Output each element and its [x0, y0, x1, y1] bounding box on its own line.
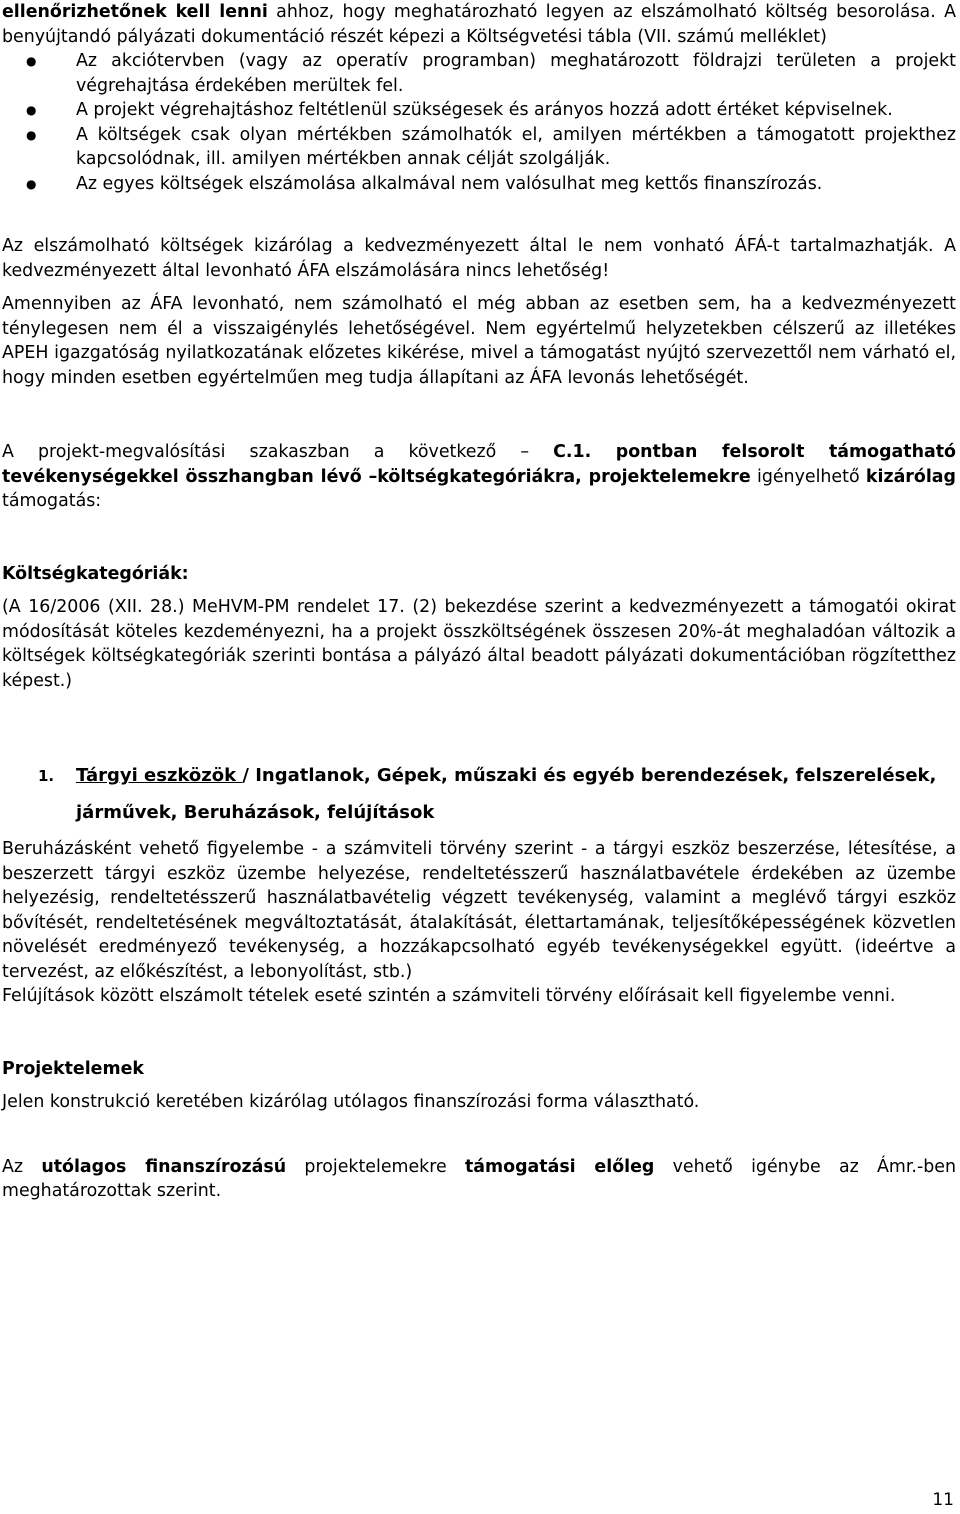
- project-elements-heading: [2, 1057, 956, 1082]
- advance-text-3: vehető igénybe az Ámr.-ben meghatározottak szerint.: [2, 1156, 956, 1201]
- list-item: [2, 123, 956, 172]
- section-1-underlined: Tárgyi eszközök: [76, 765, 243, 786]
- document-page: [2, 0, 956, 1204]
- list-item-text: Az akciótervben (vagy az operatív programban) meghatározott földrajzi területen a projekt végrehajtása érdekében merültek fel.: [76, 51, 956, 96]
- bullet-icon: ●: [26, 54, 37, 68]
- support-text-1: A projekt-megvalósítási szakaszban a következő –: [2, 442, 554, 462]
- support-bold-1: C.1. pontban felsorolt támogatható tevékenységekkel összhangban lévő –költségkategóriákra, projektelemekre: [2, 442, 956, 487]
- advance-bold-2: támogatási előleg: [464, 1156, 655, 1177]
- bullet-icon: ●: [26, 127, 37, 142]
- bullet-icon: ●: [26, 103, 37, 117]
- vat-paragraph: Az elszámolható költségek kizárólag a kedvezményezett által le nem vonható ÁFÁ-t tartalmazhatják. A kedvezményezett által levonható ÁFA elszámolására nincs lehetőség!: [2, 236, 956, 281]
- regulation-paragraph: (A 16/2006 (XII. 28.) MeHVM-PM rendelet 17. (2) bekezdése szerint a kedvezményezett a támogatói okirat módosítását köteles kezdeményezni, ha a projekt összköltségének összesen 20%-át meghaladóan változik a költségek költségkategóriák szerinti bontása a pályázó által beadott pályázati dokumentációban rögzítetthez képest.): [2, 597, 956, 691]
- list-item: [2, 172, 956, 197]
- list-item-text: A projekt végrehajtáshoz feltétlenül szükségesek és arányos hozzá adott értéket képviselnek.: [76, 100, 893, 120]
- cost-categories-heading-text: Költségkategóriák:: [2, 563, 189, 584]
- project-elements-heading-text: Projektelemek: [2, 1058, 144, 1079]
- support-bold-2: kizárólag: [865, 466, 956, 487]
- top-paragraph-bold: ellenőrizhetőnek kell lenni: [2, 2, 268, 22]
- advance-bold-1: utólagos finanszírozású: [41, 1156, 287, 1177]
- advance-paragraph: [2, 1155, 956, 1204]
- vat-paragraph-2: Amennyiben az ÁFA levonható, nem számolható el még abban az esetben sem, ha a kedvezményezett ténylegesen nem él a visszaigénylés lehetőségével. Nem egyértelmű helyzetekben célszerű az illetékes APEH igazgatóság nyilatkozatának előzetes kikérése, mivel a támogatást nyújtó szervezettől nem várható el, hogy minden esetben egyértelműen meg tudja állapítani az ÁFA levonás lehetőségét.: [2, 294, 956, 388]
- list-item: [2, 49, 956, 98]
- project-elements-text: Jelen konstrukció keretében kizárólag utólagos finanszírozási forma választható.: [2, 1092, 700, 1112]
- section-1-rest: / Ingatlanok, Gépek, műszaki és egyéb berendezések, felszerelések, járművek, Beruházások, felújítások: [76, 765, 937, 823]
- list-item-text: Az egyes költségek elszámolása alkalmával nem valósulhat meg kettős finanszírozás.: [76, 173, 823, 194]
- advance-text-2: projektelemekre: [286, 1156, 465, 1177]
- support-text-3: támogatás:: [2, 491, 102, 511]
- advance-text-1: Az: [2, 1156, 42, 1177]
- page-number: 11: [932, 1490, 954, 1510]
- list-item: [2, 98, 956, 123]
- section-1-number: 1.: [38, 767, 55, 785]
- renovation-paragraph: Felújítások között elszámolt tételek eseté szintén a számviteli törvény előírásait kell figyelembe venni.: [2, 986, 896, 1006]
- support-paragraph: [2, 440, 956, 514]
- top-paragraph-text: ahhoz, hogy meghatározható legyen az elszámolható költség besorolása. A benyújtandó pályázati dokumentáció részét képezi a Költségvetési tábla (VII. számú melléklet): [2, 2, 956, 47]
- section-1-heading: [2, 757, 956, 831]
- criteria-list: [2, 49, 956, 196]
- list-item-text: A költségek csak olyan mértékben számolhatók el, amilyen mértékben a támogatott projekthez kapcsolódnak, ill. amilyen mértékben annak célját szolgálják.: [76, 124, 956, 169]
- support-text-2: igényelhető: [750, 466, 866, 487]
- investment-paragraph: Beruházásként vehető figyelembe - a számviteli törvény szerint - a tárgyi eszköz beszerzése, létesítése, a beszerzett tárgyi eszköz üzembe helyezése, rendeltetésszerű használatbavétele érdekében az üzembe helyezésig, rendeltetésszerű használatbavételig végzett tevékenység, valamint a meglévő tárgyi eszköz bővítését, rendeltetésének megváltoztatását, átalakítását, élettartamának, teljesítőképességének közvetlen növelését eredményező tevékenység, a hozzákapcsolható egyéb tevékenységekkel együtt. (ideértve a tervezést, az előkészítést, a lebonyolítást, stb.): [2, 839, 956, 982]
- bullet-icon: ●: [26, 176, 37, 191]
- cost-categories-heading: [2, 562, 956, 587]
- top-paragraph: [2, 0, 956, 49]
